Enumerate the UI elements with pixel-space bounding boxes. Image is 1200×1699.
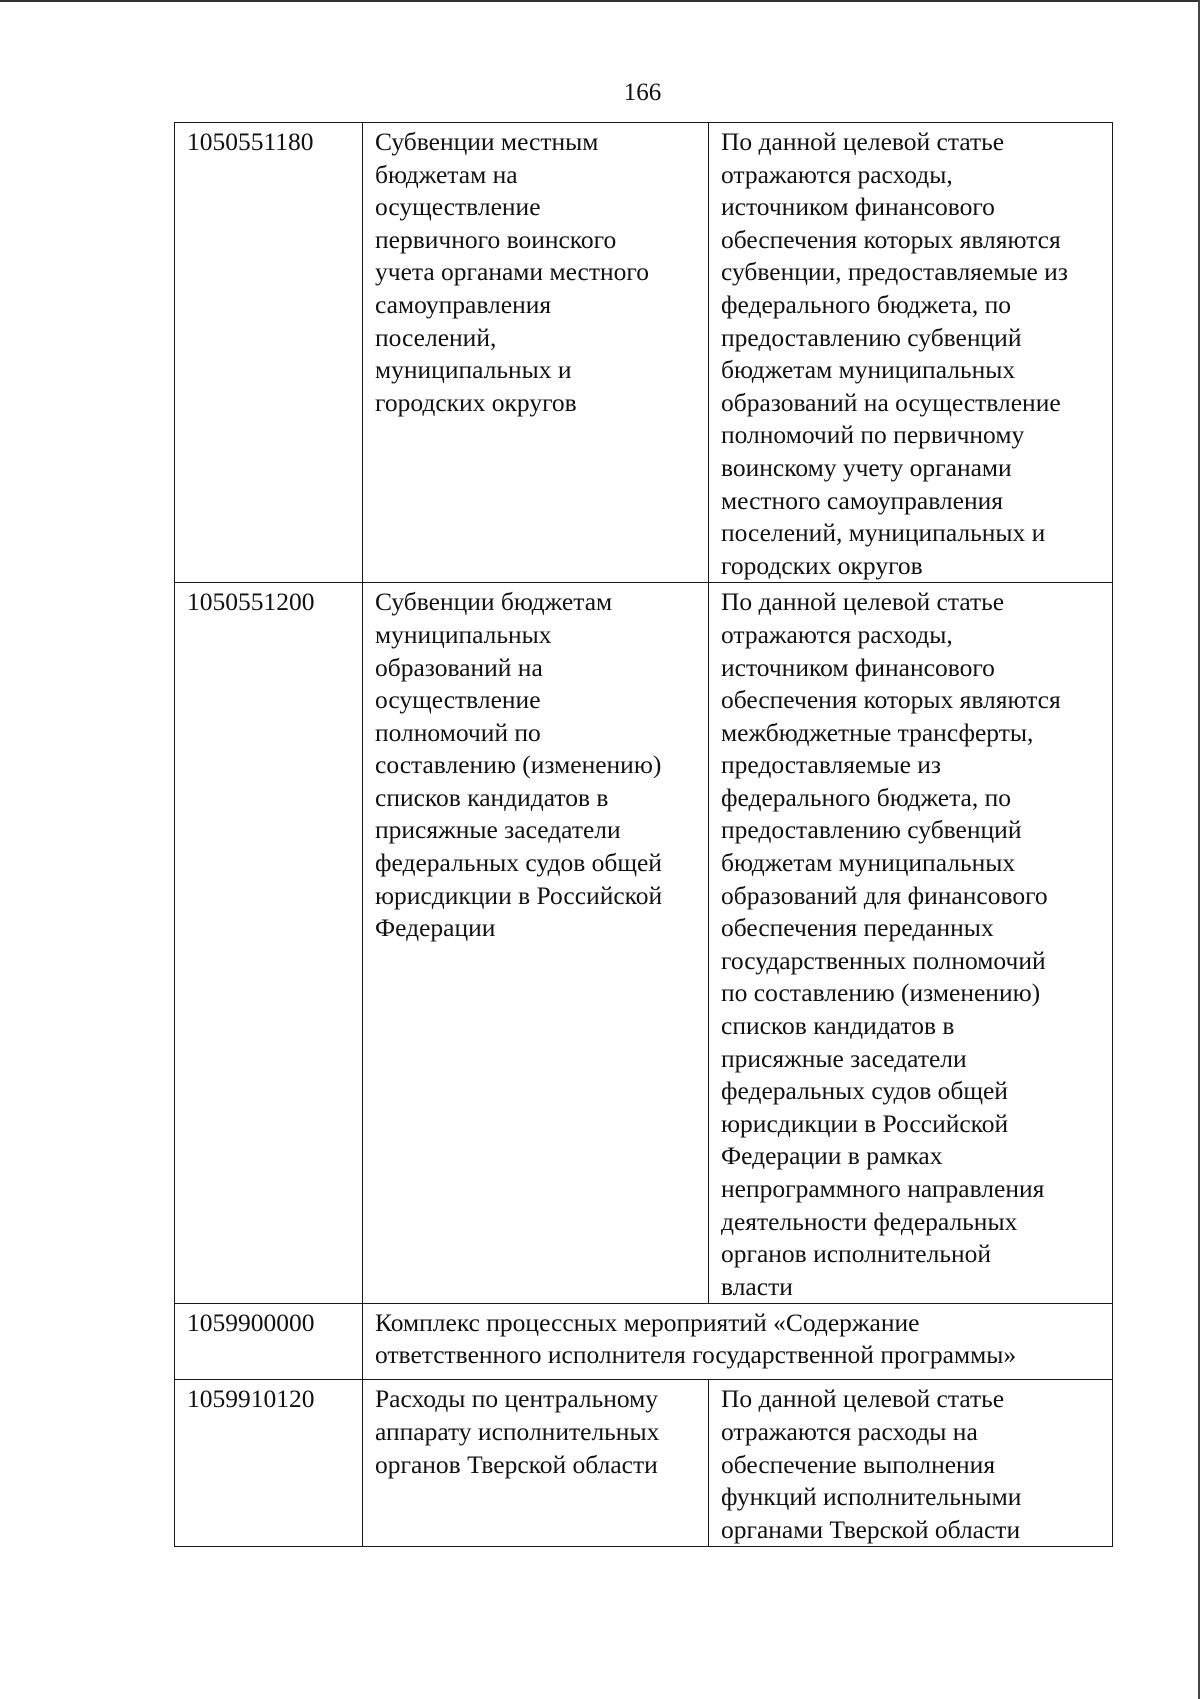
target-article-code: 1059910120	[187, 1384, 315, 1414]
target-article-name: Субвенции местным бюджетам на осуществление первичного воинского учета органами местного самоуправления поселений, муниципальных и городских округов	[375, 127, 649, 417]
page-number: 166	[623, 79, 662, 106]
target-article-name: Субвенции бюджетам муниципальных образований на осуществление полномочий по составлению (изменению) списков кандидатов в присяжные заседатели федеральных судов общей юрисдикции в Российской Федерации	[375, 587, 663, 943]
budget-classification-table	[174, 122, 1113, 1547]
table-row	[175, 123, 1113, 583]
name-cell	[363, 583, 709, 1304]
page-top-edge	[0, 0, 1200, 2]
description-cell	[709, 1380, 1113, 1547]
target-article-code: 1050551180	[187, 127, 314, 156]
target-article-description: По данной целевой статье отражаются расходы, источником финансового обеспечения которых являются субвенции, предоставляемые из федерального бюджета, по предоставлению субвенций бюджетам муниципальных образований на осуществление полномочий по первичному воинскому учету органами местного самоуправления поселений, муниципальных и городских округов	[721, 127, 1068, 580]
description-cell	[709, 123, 1113, 583]
target-article-description: По данной целевой статье отражаются расходы, источником финансового обеспечения которых являются межбюджетные трансферты, предоставляемые из федерального бюджета, по предоставлению субвенций бюджетам муниципальных образований для финансового обеспечения переданных государственных полномочий по составлению (изменению) списков кандидатов в присяжные заседатели федеральных судов общей юрисдикции в Российской Федерации в рамках непрограммного направления деятельности федеральных органов исполнительной власти	[721, 587, 1061, 1301]
description-cell	[709, 583, 1113, 1304]
table-row	[175, 583, 1113, 1304]
target-article-description: По данной целевой статье отражаются расходы на обеспечение выполнения функций исполнительными органами Тверской области	[721, 1384, 1022, 1544]
target-article-name: Комплекс процессных мероприятий «Содержание ответственного исполнителя государственной программы»	[375, 1308, 1017, 1370]
target-article-code: 1059900000	[187, 1308, 315, 1338]
target-article-name: Расходы по центральному аппарату исполнительных органов Тверской области	[375, 1384, 660, 1479]
table-row	[175, 1304, 1113, 1380]
merged-name-cell	[363, 1304, 1113, 1380]
code-cell	[175, 583, 363, 1304]
code-cell	[175, 1304, 363, 1380]
name-cell	[363, 123, 709, 583]
code-cell	[175, 123, 363, 583]
target-article-code: 1050551200	[187, 587, 315, 617]
code-cell	[175, 1380, 363, 1547]
table-row	[175, 1380, 1113, 1547]
name-cell	[363, 1380, 709, 1547]
